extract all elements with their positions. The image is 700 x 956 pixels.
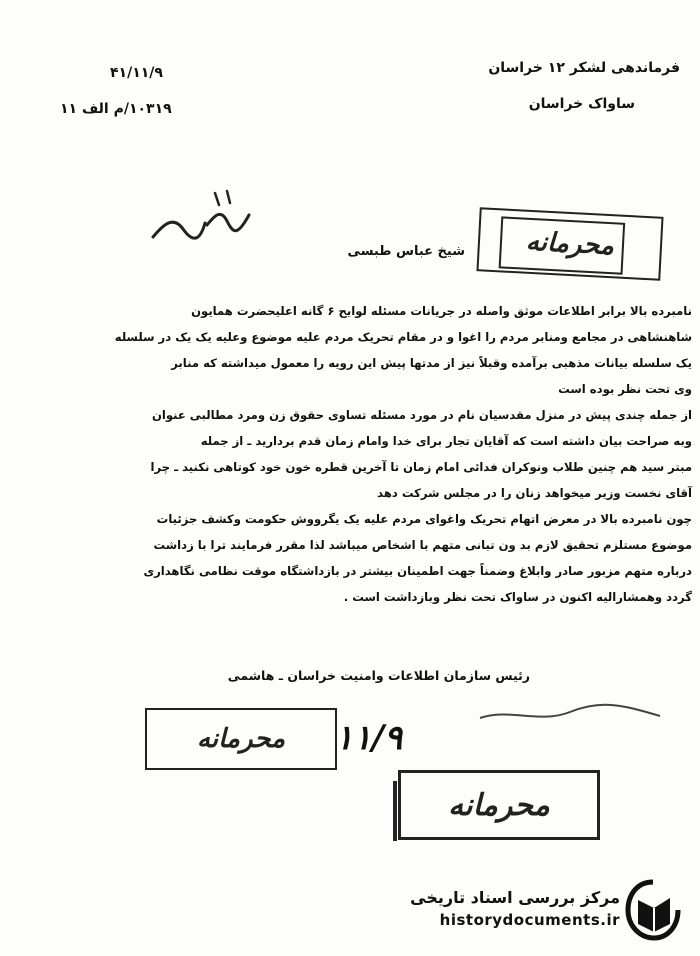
handwritten-date: ۱۱/۹ xyxy=(335,718,403,758)
body-line: از جمله چندی پیش در منزل مقدسیان نام در مورد مسئله تساوی حقوق زن ومرد مطالبی عنوان xyxy=(151,408,692,422)
reference-number: ۱۰۳۱۹/م الف ۱۱ xyxy=(60,101,172,117)
confidential-stamp-top: محرمانه xyxy=(476,207,663,281)
confidential-stamp-bottom: محرمانه xyxy=(398,770,600,840)
recipient-line-1: فرماندهی لشکر ۱۲ خراسان xyxy=(488,60,680,76)
document-date: ۴۱/۱۱/۹ xyxy=(110,65,163,81)
archive-watermark xyxy=(410,887,620,931)
recipient-line-2: ساواک خراسان xyxy=(528,96,635,112)
body-line: یک سلسله بیانات مذهبی برآمده وقبلاً نیز از مدتها پیش این رویه را معمول میداشته که منابر xyxy=(171,356,692,370)
signature-scribble xyxy=(470,690,670,730)
body-text xyxy=(60,298,692,610)
archive-url: historydocuments.ir xyxy=(439,911,620,929)
body-line: وی تحت نظر بوده است xyxy=(558,382,692,396)
body-line: نامبرده بالا برابر اطلاعات موثق واصله در جریانات مسئله لوایح ۶ گانه اعلیحضرت همایون xyxy=(191,304,692,318)
body-line: چون نامبرده بالا در معرض اتهام تحریک واغوای مردم علیه یک یگرووش حکومت وکشف جزئیات xyxy=(156,512,692,526)
body-line: مبتر سید هم چنین طلاب ونوکران فدائی امام زمان تا آخرین قطره خون خود کوتاهی نکنید ـ چرا xyxy=(150,460,692,474)
body-line: موضوع مستلزم تحقیق لازم بد ون تبانی متهم با اشخاص میباشد لذا مقرر فرمایند ترا با زداشت xyxy=(153,538,692,552)
body-line: گردد وهمشارالیه اکنون در ساواک تحت نظر وبازداشت است . xyxy=(343,590,692,604)
recipient-header xyxy=(488,50,680,122)
date-reference-header xyxy=(60,55,172,127)
body-line: درباره متهم مزبور صادر وابلاغ وضمناً جهت اطمینان بیشتر در بازداشتگاه موقت نظامی نگاهداری xyxy=(143,564,692,578)
body-line: شاهنشاهی در مجامع ومنابر مردم را اغوا و در مقام تحریک مردم علیه موضوع وعلیه یک یک در سلسله xyxy=(114,330,692,344)
body-line: وبه صراحت بیان داشته است که آقایان تجار برای خدا وامام زمان قدم بردارید ـ از جمله xyxy=(200,434,692,448)
body-line: آقای نخست وزیر میخواهد زنان را در مجلس شرکت دهد xyxy=(377,486,692,500)
signature-title: رئیس سازمان اطلاعات وامنیت خراسان ـ هاشمی xyxy=(227,668,530,683)
archive-logo-icon xyxy=(624,878,682,942)
handwritten-name-scribble xyxy=(145,185,255,255)
archive-title: مرکز بررسی اسناد تاریخی xyxy=(410,888,620,907)
subject-name: شیخ عباس طبسی xyxy=(347,244,465,259)
confidential-stamp-middle: محرمانه xyxy=(145,708,337,770)
